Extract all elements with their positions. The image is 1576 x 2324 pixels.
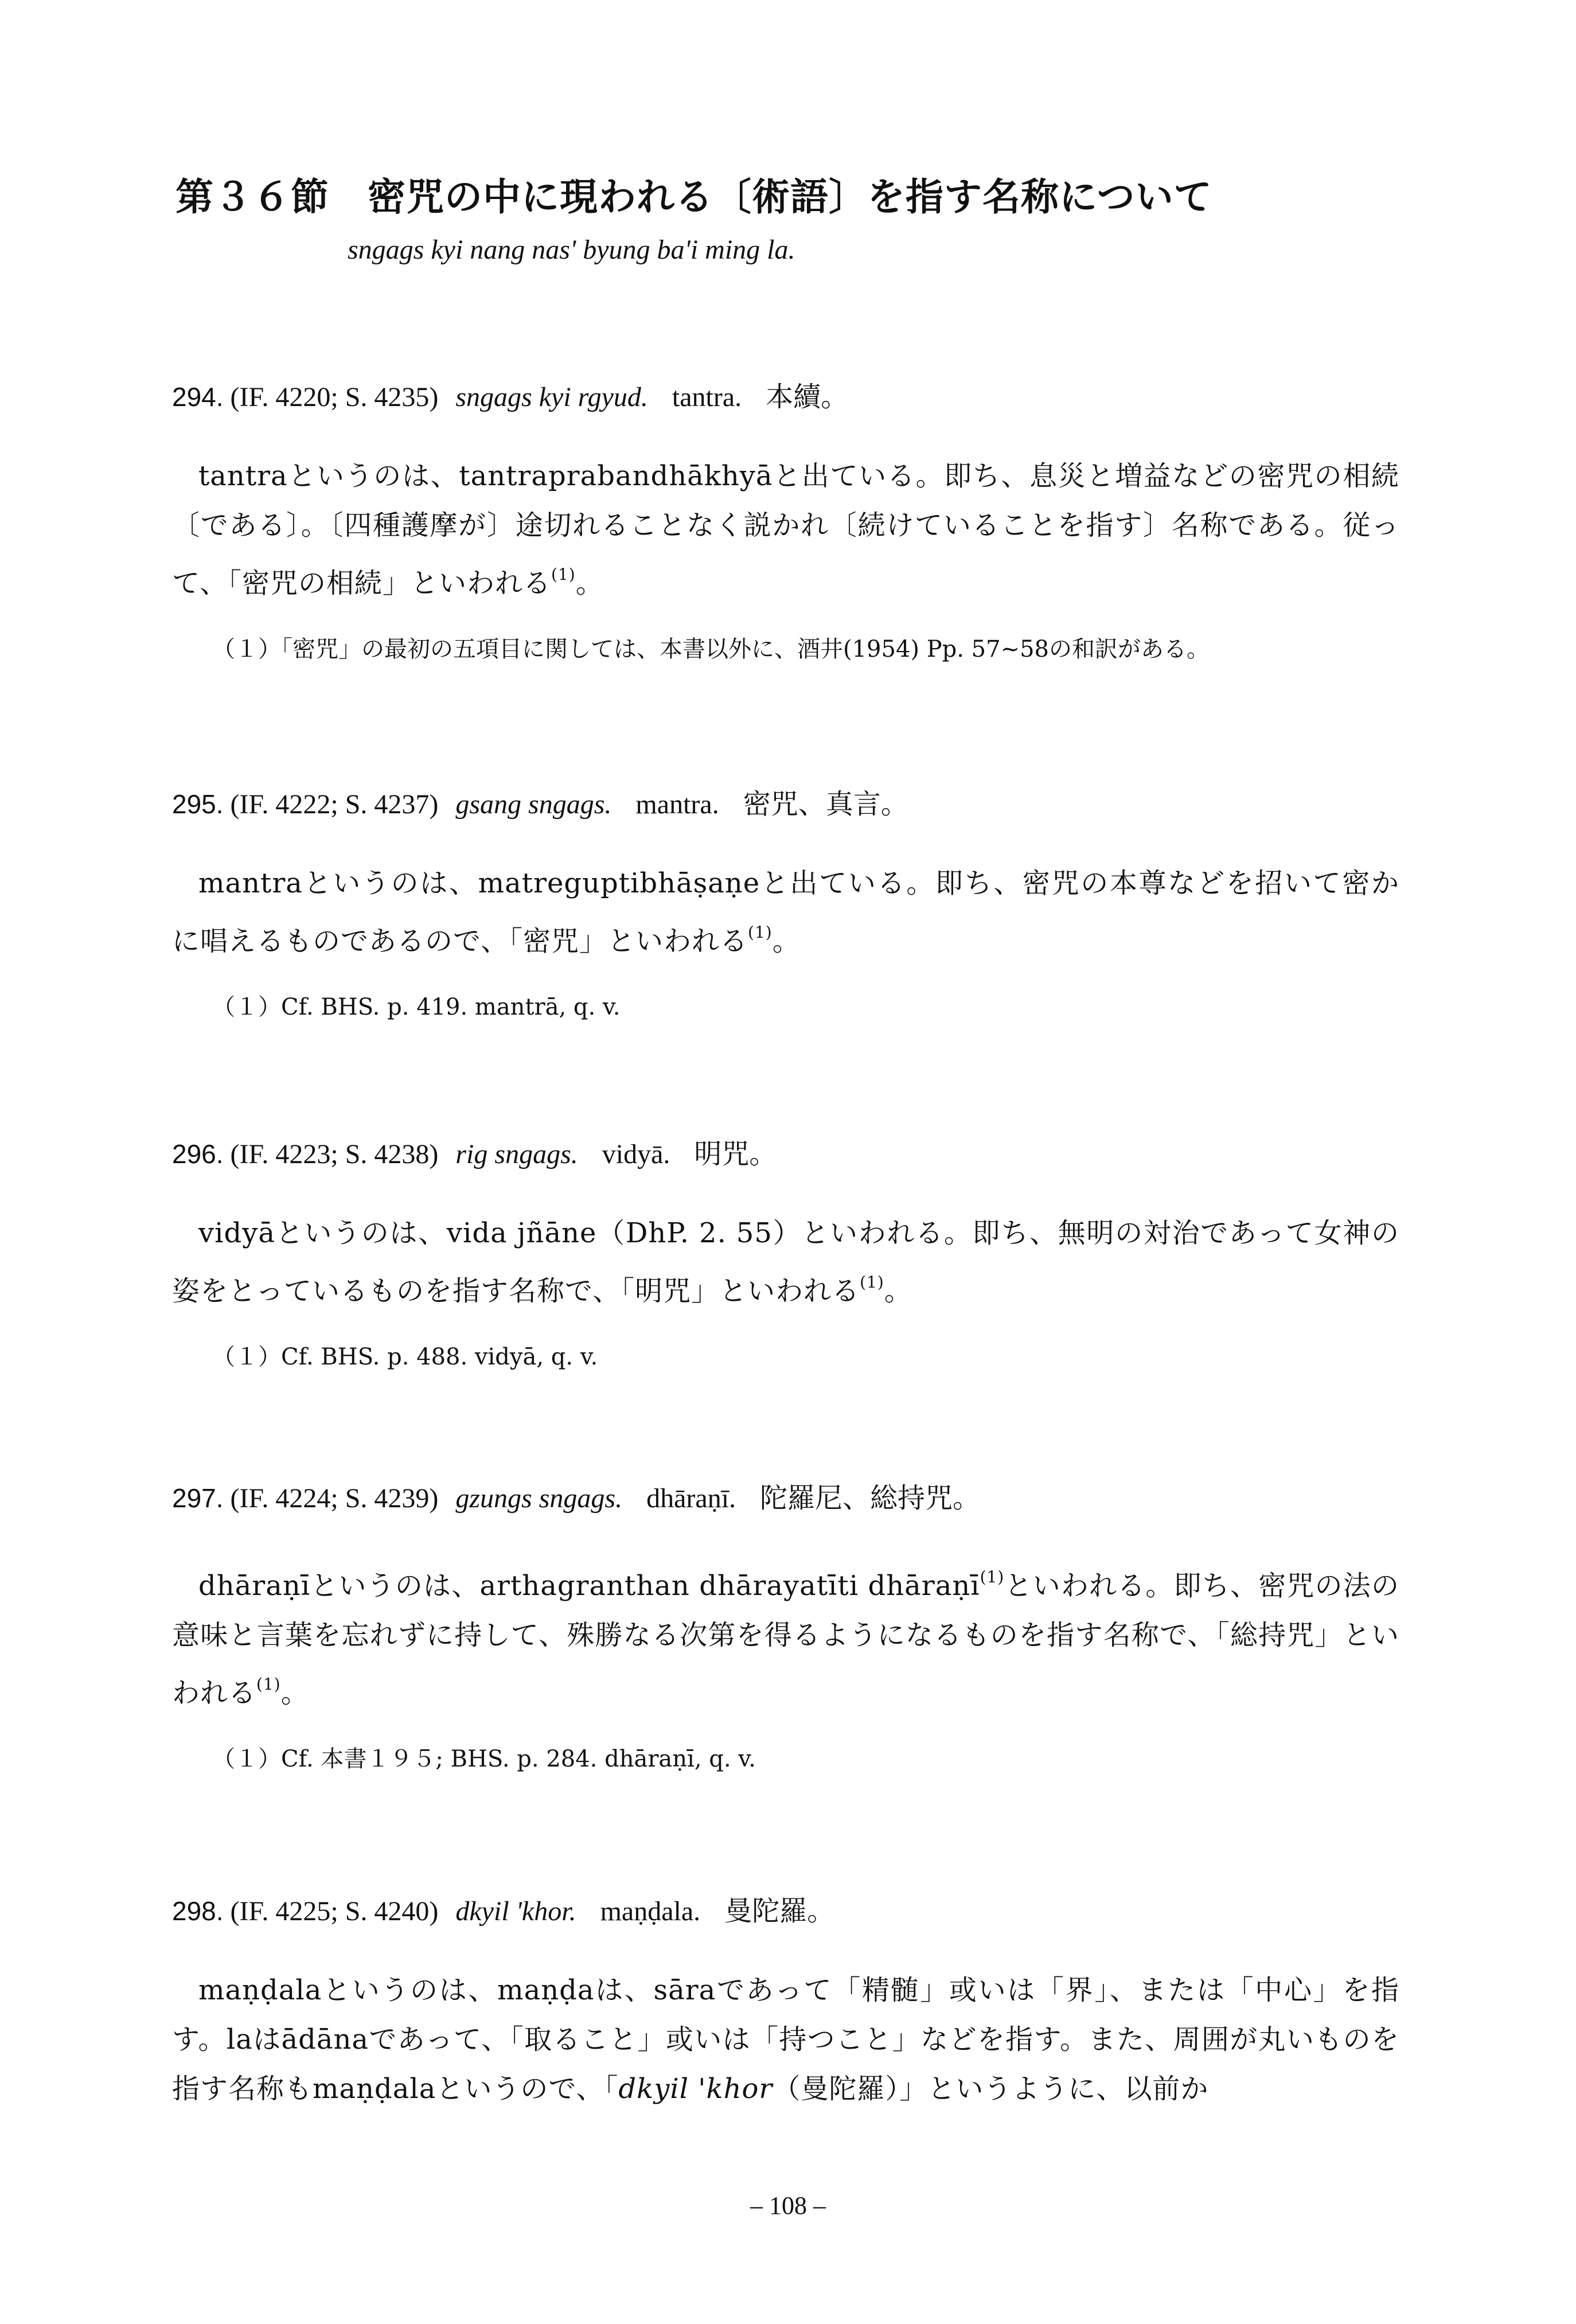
footnote-marker: (1)	[860, 1273, 884, 1292]
entry-reference: (IF. 4225; S. 4240)	[230, 1896, 439, 1927]
entry-296	[172, 1136, 1399, 1373]
entry-sanskrit: tantra.	[672, 382, 742, 412]
entry-number: 298.	[172, 1896, 224, 1926]
section-subtitle: sngags kyi nang nas' byung ba'i ming la.	[348, 235, 795, 265]
footnote-marker: (1)	[980, 1567, 1005, 1586]
entry-japanese: 密咒、真言。	[743, 789, 908, 820]
entry-body	[172, 859, 1399, 966]
body-text: mantraというのは、matreguptibhāṣaṇeと出ている。即ち、密咒の本尊などを招いて密かに唱えるものであるので、「密咒」といわれる	[172, 867, 1399, 957]
entry-heading	[172, 1136, 1399, 1173]
body-text: tantraというのは、tantraprabandhākhyāと出ている。即ち、息災と増益などの密咒の相続〔である〕。〔四種護摩が〕途切れることなく説かれ〔続けていることを指す〕名称である。従って、「密咒の相続」といわれる	[172, 460, 1399, 599]
entry-tibetan: gzungs sngags.	[455, 1483, 623, 1514]
entry-number: 297.	[172, 1483, 224, 1513]
entry-heading	[172, 786, 1399, 823]
body-text-italic: dkyil 'khor	[618, 2073, 773, 2105]
footnote-marker: (1)	[256, 1675, 281, 1694]
entry-japanese: 明咒。	[694, 1139, 777, 1169]
entry-footnote: （１）Cf. BHS. p. 488. vidyā, q. v.	[212, 1344, 598, 1370]
entry-body	[172, 451, 1399, 608]
body-text: vidyāというのは、vida jñāne（DhP. 2. 55）といわれる。即ち、無明の対治であって女神の姿をとっているものを指す名称で、「明咒」といわれる	[172, 1217, 1399, 1307]
entry-sanskrit: vidyā.	[602, 1139, 670, 1169]
entry-heading	[172, 1480, 1399, 1517]
entry-number: 294.	[172, 382, 224, 412]
entry-number: 295.	[172, 789, 224, 819]
entry-tibetan: rig sngags.	[455, 1139, 578, 1169]
entry-sanskrit: mantra.	[635, 789, 719, 820]
entry-number: 296.	[172, 1139, 224, 1169]
body-text: dhāraṇīというのは、arthagranthan dhārayatīti dhāraṇī	[198, 1570, 980, 1602]
section-title: 第３６節 密咒の中に現われる〔術語〕を指す名称について	[175, 174, 1212, 219]
footnote-marker: (1)	[748, 923, 773, 942]
body-text: maṇḍalaというのは、maṇḍaは、sāraであって「精髄」或いは「界」、または「中心」を指す。laはādānaであって、「取ること」或いは「持つこと」などを指す。また、周囲が丸いものを指す名称もmaṇḍalaというので、「	[172, 1974, 1399, 2105]
entry-sanskrit: dhāraṇī.	[646, 1483, 736, 1514]
entry-footnote: （１）Cf. 本書１９５; BHS. p. 284. dhāraṇī, q. v.	[212, 1746, 756, 1772]
entry-japanese: 陀羅尼、総持咒。	[760, 1483, 981, 1514]
page-number: – 108 –	[750, 2192, 826, 2220]
entry-heading	[172, 1893, 1399, 1930]
body-text-end: 。	[884, 1275, 912, 1307]
entry-295	[172, 786, 1399, 1023]
entry-tibetan: sngags kyi rgyud.	[455, 382, 648, 412]
entry-sanskrit: maṇḍala.	[600, 1896, 701, 1927]
entry-reference: (IF. 4224; S. 4239)	[230, 1483, 439, 1514]
entry-tibetan: gsang sngags.	[455, 789, 612, 820]
footnote-marker: (1)	[551, 565, 576, 584]
body-text-end: 。	[280, 1677, 309, 1709]
entry-body	[172, 1553, 1399, 1718]
body-text-end: 。	[575, 567, 604, 599]
entry-294	[172, 379, 1399, 665]
entry-298	[172, 1893, 1399, 2114]
entry-body	[172, 1208, 1399, 1316]
body-text-end: （曼陀羅）」というように、以前か	[773, 2073, 1209, 2105]
entry-heading	[172, 379, 1399, 416]
entry-footnote: （１）「密咒」の最初の五項目に関しては、本書以外に、酒井(1954) Pp. 57~58の和訳がある。	[212, 636, 1210, 662]
entry-body	[172, 1966, 1399, 2114]
entry-reference: (IF. 4222; S. 4237)	[230, 789, 439, 820]
body-text-middle: といわれる。即ち、密咒の法の意味と言葉を忘れずに持して、殊勝なる次第を得るようになるものを指す名称で、「総持咒」といわれる	[172, 1570, 1399, 1709]
body-text-end: 。	[772, 925, 801, 957]
entry-japanese: 本續。	[766, 382, 849, 412]
entry-297	[172, 1480, 1399, 1775]
entry-footnote: （１）Cf. BHS. p. 419. mantrā, q. v.	[212, 994, 621, 1020]
entry-reference: (IF. 4223; S. 4238)	[230, 1139, 439, 1169]
entry-japanese: 曼陀羅。	[724, 1896, 835, 1927]
entry-reference: (IF. 4220; S. 4235)	[230, 382, 439, 412]
entry-tibetan: dkyil 'khor.	[455, 1896, 576, 1927]
